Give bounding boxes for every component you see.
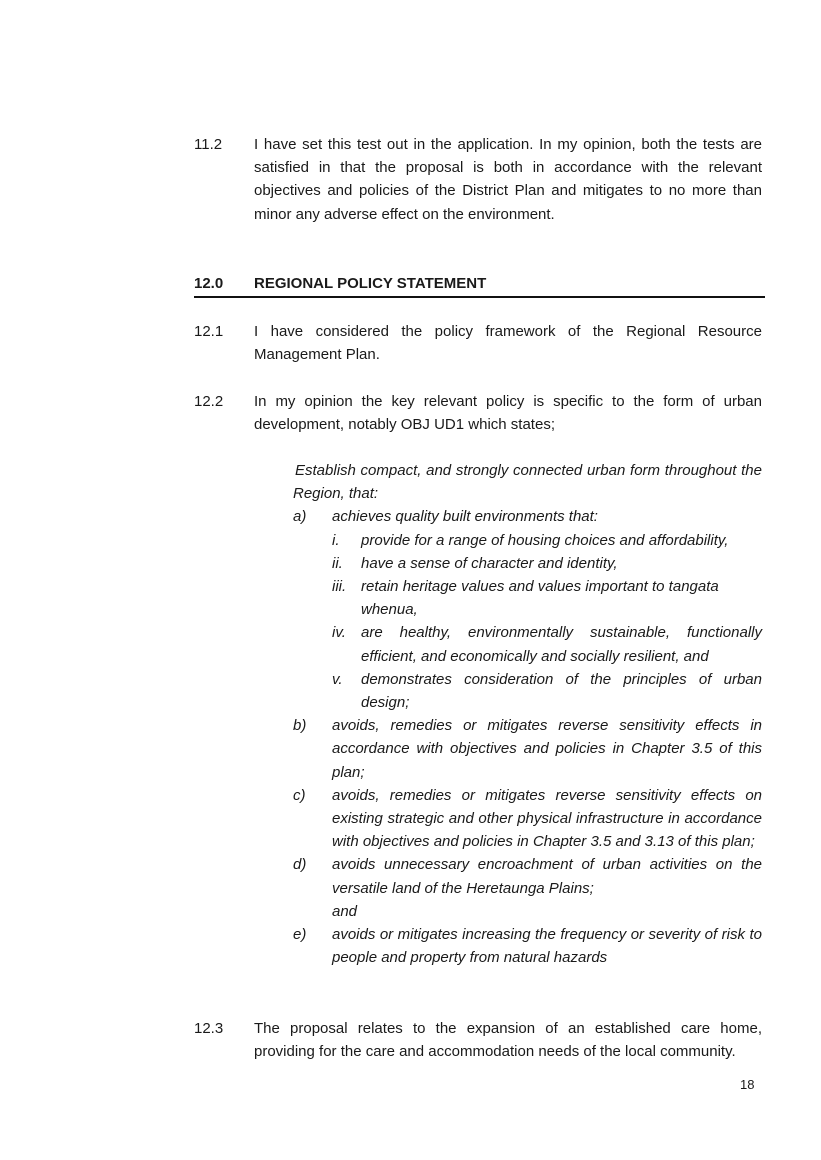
quote-subitem-v — [332, 668, 762, 714]
subitem-text: provide for a range of housing choices and affordability, — [361, 531, 729, 549]
paragraph-number: 11.2 — [194, 136, 223, 153]
subitem-text: demonstrates consideration of the principles of urban design; — [361, 670, 762, 712]
quote-subitem-i — [332, 529, 762, 552]
quote-item-d — [293, 853, 762, 899]
paragraph-number: 12.1 — [194, 323, 224, 340]
quote-intro: Establish compact, and strongly connected urban form throughout the Region, that: — [293, 462, 762, 503]
quote-subitem-ii — [332, 552, 762, 575]
section-number: 12.0 — [194, 275, 224, 292]
subitem-label: iii. — [332, 578, 347, 596]
subitem-label: i. — [332, 531, 340, 549]
subitem-label: iv. — [332, 624, 346, 642]
quote-item-b — [293, 714, 762, 784]
quote-item-a — [293, 505, 762, 528]
quote-subitem-iii — [332, 575, 762, 621]
item-label: c) — [293, 786, 306, 804]
item-label: e) — [293, 926, 307, 944]
paragraph-12-1 — [194, 320, 762, 366]
paragraph-11-2 — [194, 133, 762, 226]
subitem-label: ii. — [332, 554, 343, 572]
paragraph-number: 12.2 — [194, 393, 224, 410]
paragraph-text: I have considered the policy framework of the Regional Resource Management Plan. — [254, 323, 762, 364]
paragraph-text: The proposal relates to the expansion of an established care home, providing for the care and accommodation needs of the local community. — [254, 1020, 762, 1061]
paragraph-text: In my opinion the key relevant policy is specific to the form of urban development, notably OBJ UD1 which states; — [254, 393, 762, 434]
paragraph-12-3 — [194, 1017, 762, 1063]
section-title: REGIONAL POLICY STATEMENT — [254, 275, 487, 292]
policy-quote — [293, 459, 762, 969]
item-label: a) — [293, 508, 307, 526]
item-text: avoids, remedies or mitigates reverse sensitivity effects on existing strategic and other physical infrastructure in accordance with objectives and policies in Chapter 3.5 and 3.13 of this plan; — [332, 786, 762, 851]
paragraph-text: I have set this test out in the application. In my opinion, both the tests are satisfied in that the proposal is both in accordance with the relevant objectives and policies of the District Plan and mitigates to no more than minor any adverse effect on the environment. — [254, 136, 762, 223]
quote-subitem-iv — [332, 621, 762, 667]
item-label: b) — [293, 717, 307, 735]
quote-and-word: and — [332, 902, 358, 920]
item-text: avoids or mitigates increasing the frequency or severity of risk to people and property from natural hazards — [332, 926, 762, 967]
page-number: 18 — [740, 1077, 755, 1092]
subitem-text: have a sense of character and identity, — [361, 554, 618, 572]
item-text: achieves quality built environments that: — [332, 508, 598, 526]
quote-item-c — [293, 784, 762, 854]
subitem-label: v. — [332, 670, 343, 688]
paragraph-12-2 — [194, 390, 762, 436]
item-text: avoids unnecessary encroachment of urban activities on the versatile land of the Heretaunga Plains; — [332, 856, 762, 897]
section-heading-12 — [194, 272, 765, 298]
paragraph-number: 12.3 — [194, 1020, 224, 1037]
item-text: avoids, remedies or mitigates reverse sensitivity effects in accordance with objectives and policies in Chapter 3.5 of this plan; — [332, 717, 762, 781]
quote-item-e — [293, 923, 762, 969]
subitem-text: retain heritage values and values important to tangata whenua, — [361, 578, 719, 619]
item-label: d) — [293, 856, 307, 874]
subitem-text: are healthy, environmentally sustainable, functionally efficient, and economically and socially resilient, and — [361, 624, 762, 665]
